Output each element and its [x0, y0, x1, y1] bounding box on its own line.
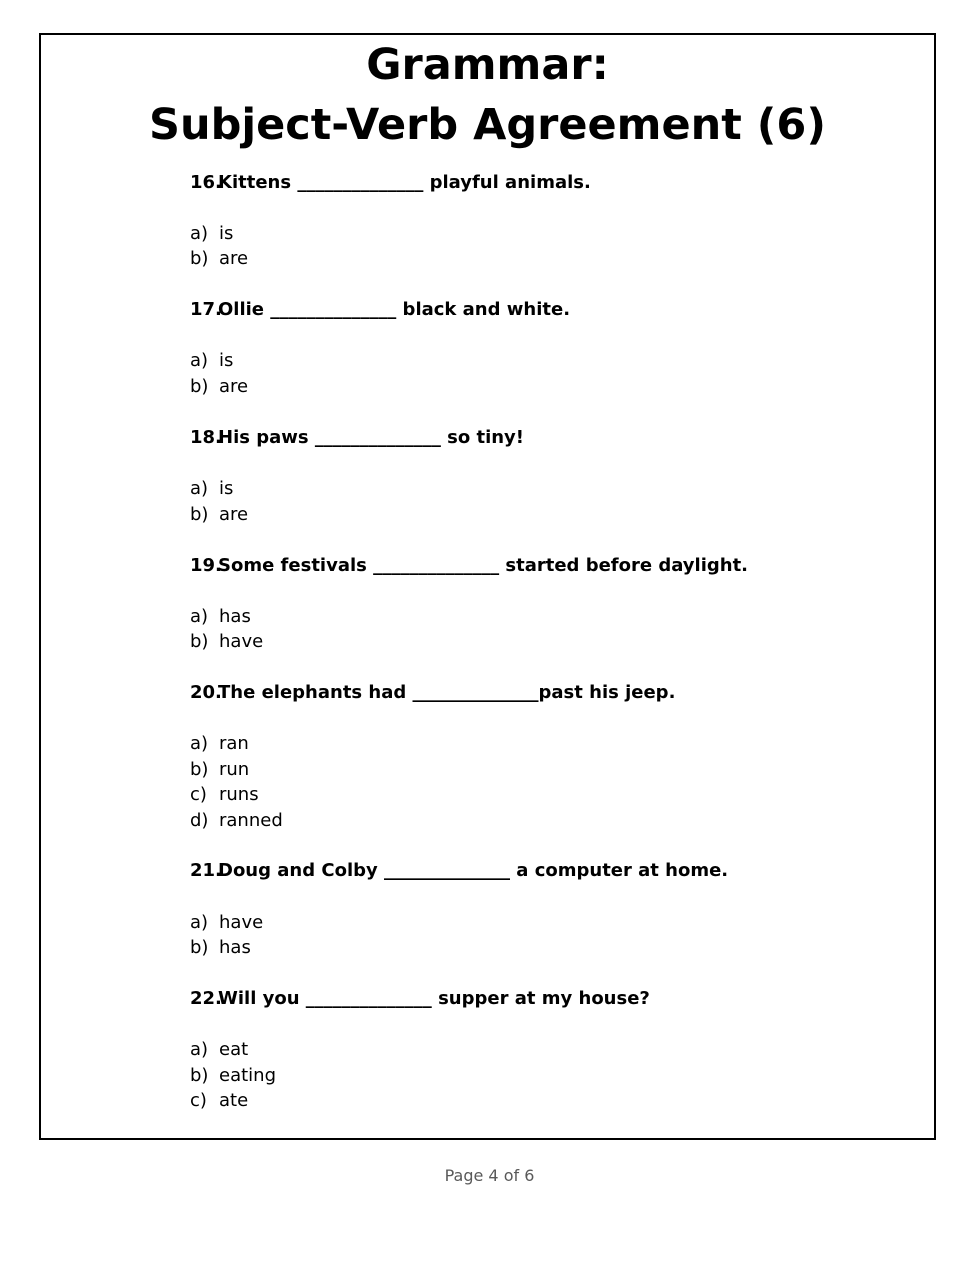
- question-17-option-b[interactable]: [190, 376, 248, 398]
- question-text: His paws ______________ so tiny!: [218, 427, 524, 448]
- worksheet-frame: [39, 33, 936, 1140]
- option-letter: a): [190, 350, 209, 371]
- question-18: [190, 427, 524, 449]
- question-21: [190, 860, 728, 882]
- option-letter: b): [190, 1065, 209, 1086]
- option-letter: d): [190, 810, 209, 831]
- question-20: [190, 682, 675, 704]
- option-text: have: [219, 631, 264, 652]
- option-text: has: [219, 606, 251, 627]
- option-letter: b): [190, 376, 209, 397]
- question-text: Kittens ______________ playful animals.: [218, 172, 591, 193]
- option-text: ran: [219, 733, 249, 754]
- option-text: is: [219, 350, 234, 371]
- question-20-option-b[interactable]: [190, 759, 249, 781]
- question-text: Doug and Colby ______________ a computer at home.: [218, 860, 729, 881]
- question-17: [190, 299, 570, 321]
- question-number: 19.: [190, 555, 222, 576]
- question-number: 22.: [190, 988, 222, 1009]
- option-letter: b): [190, 631, 209, 652]
- option-text: has: [219, 937, 251, 958]
- question-text: Some festivals ______________ started before daylight.: [218, 555, 749, 576]
- option-text: eat: [219, 1039, 249, 1060]
- question-text: Will you ______________ supper at my house?: [218, 988, 650, 1009]
- option-text: is: [219, 223, 234, 244]
- option-letter: b): [190, 504, 209, 525]
- question-17-option-a[interactable]: [190, 350, 233, 372]
- question-text: Ollie ______________ black and white.: [218, 299, 571, 320]
- question-text: The elephants had ______________past his jeep.: [218, 682, 676, 703]
- question-20-option-a[interactable]: [190, 733, 249, 755]
- option-text: runs: [219, 784, 259, 805]
- page-number: Page 4 of 6: [444, 1166, 535, 1185]
- option-text: is: [219, 478, 234, 499]
- question-20-option-d[interactable]: [190, 810, 283, 832]
- option-letter: b): [190, 937, 209, 958]
- question-19-option-b[interactable]: [190, 631, 263, 653]
- option-text: eating: [219, 1065, 276, 1086]
- question-number: 17.: [190, 299, 222, 320]
- option-letter: c): [190, 1090, 207, 1111]
- option-letter: a): [190, 606, 209, 627]
- question-22: [190, 988, 650, 1010]
- question-20-option-c[interactable]: [190, 784, 259, 806]
- option-text: run: [219, 759, 250, 780]
- worksheet-title-line-1: Grammar:: [366, 40, 609, 90]
- question-22-option-a[interactable]: [190, 1039, 248, 1061]
- question-16-option-b[interactable]: [190, 248, 248, 270]
- question-21-option-b[interactable]: [190, 937, 251, 959]
- question-number: 18.: [190, 427, 222, 448]
- option-text: ate: [219, 1090, 249, 1111]
- question-number: 16.: [190, 172, 222, 193]
- question-16: [190, 172, 591, 194]
- option-letter: c): [190, 784, 207, 805]
- worksheet-title-line-2: Subject-Verb Agreement (6): [149, 100, 826, 150]
- question-18-option-b[interactable]: [190, 504, 248, 526]
- option-text: are: [219, 504, 249, 525]
- option-letter: b): [190, 248, 209, 269]
- question-number: 20.: [190, 682, 222, 703]
- option-text: have: [219, 912, 264, 933]
- question-number: 21.: [190, 860, 222, 881]
- option-letter: a): [190, 1039, 209, 1060]
- question-22-option-c[interactable]: [190, 1090, 248, 1112]
- option-letter: a): [190, 223, 209, 244]
- option-letter: a): [190, 478, 209, 499]
- question-19-option-a[interactable]: [190, 606, 251, 628]
- option-letter: a): [190, 733, 209, 754]
- question-22-option-b[interactable]: [190, 1065, 276, 1087]
- question-21-option-a[interactable]: [190, 912, 263, 934]
- question-19: [190, 555, 748, 577]
- option-text: ranned: [219, 810, 283, 831]
- option-letter: a): [190, 912, 209, 933]
- option-text: are: [219, 248, 249, 269]
- question-16-option-a[interactable]: [190, 223, 233, 245]
- option-letter: b): [190, 759, 209, 780]
- option-text: are: [219, 376, 249, 397]
- question-18-option-a[interactable]: [190, 478, 233, 500]
